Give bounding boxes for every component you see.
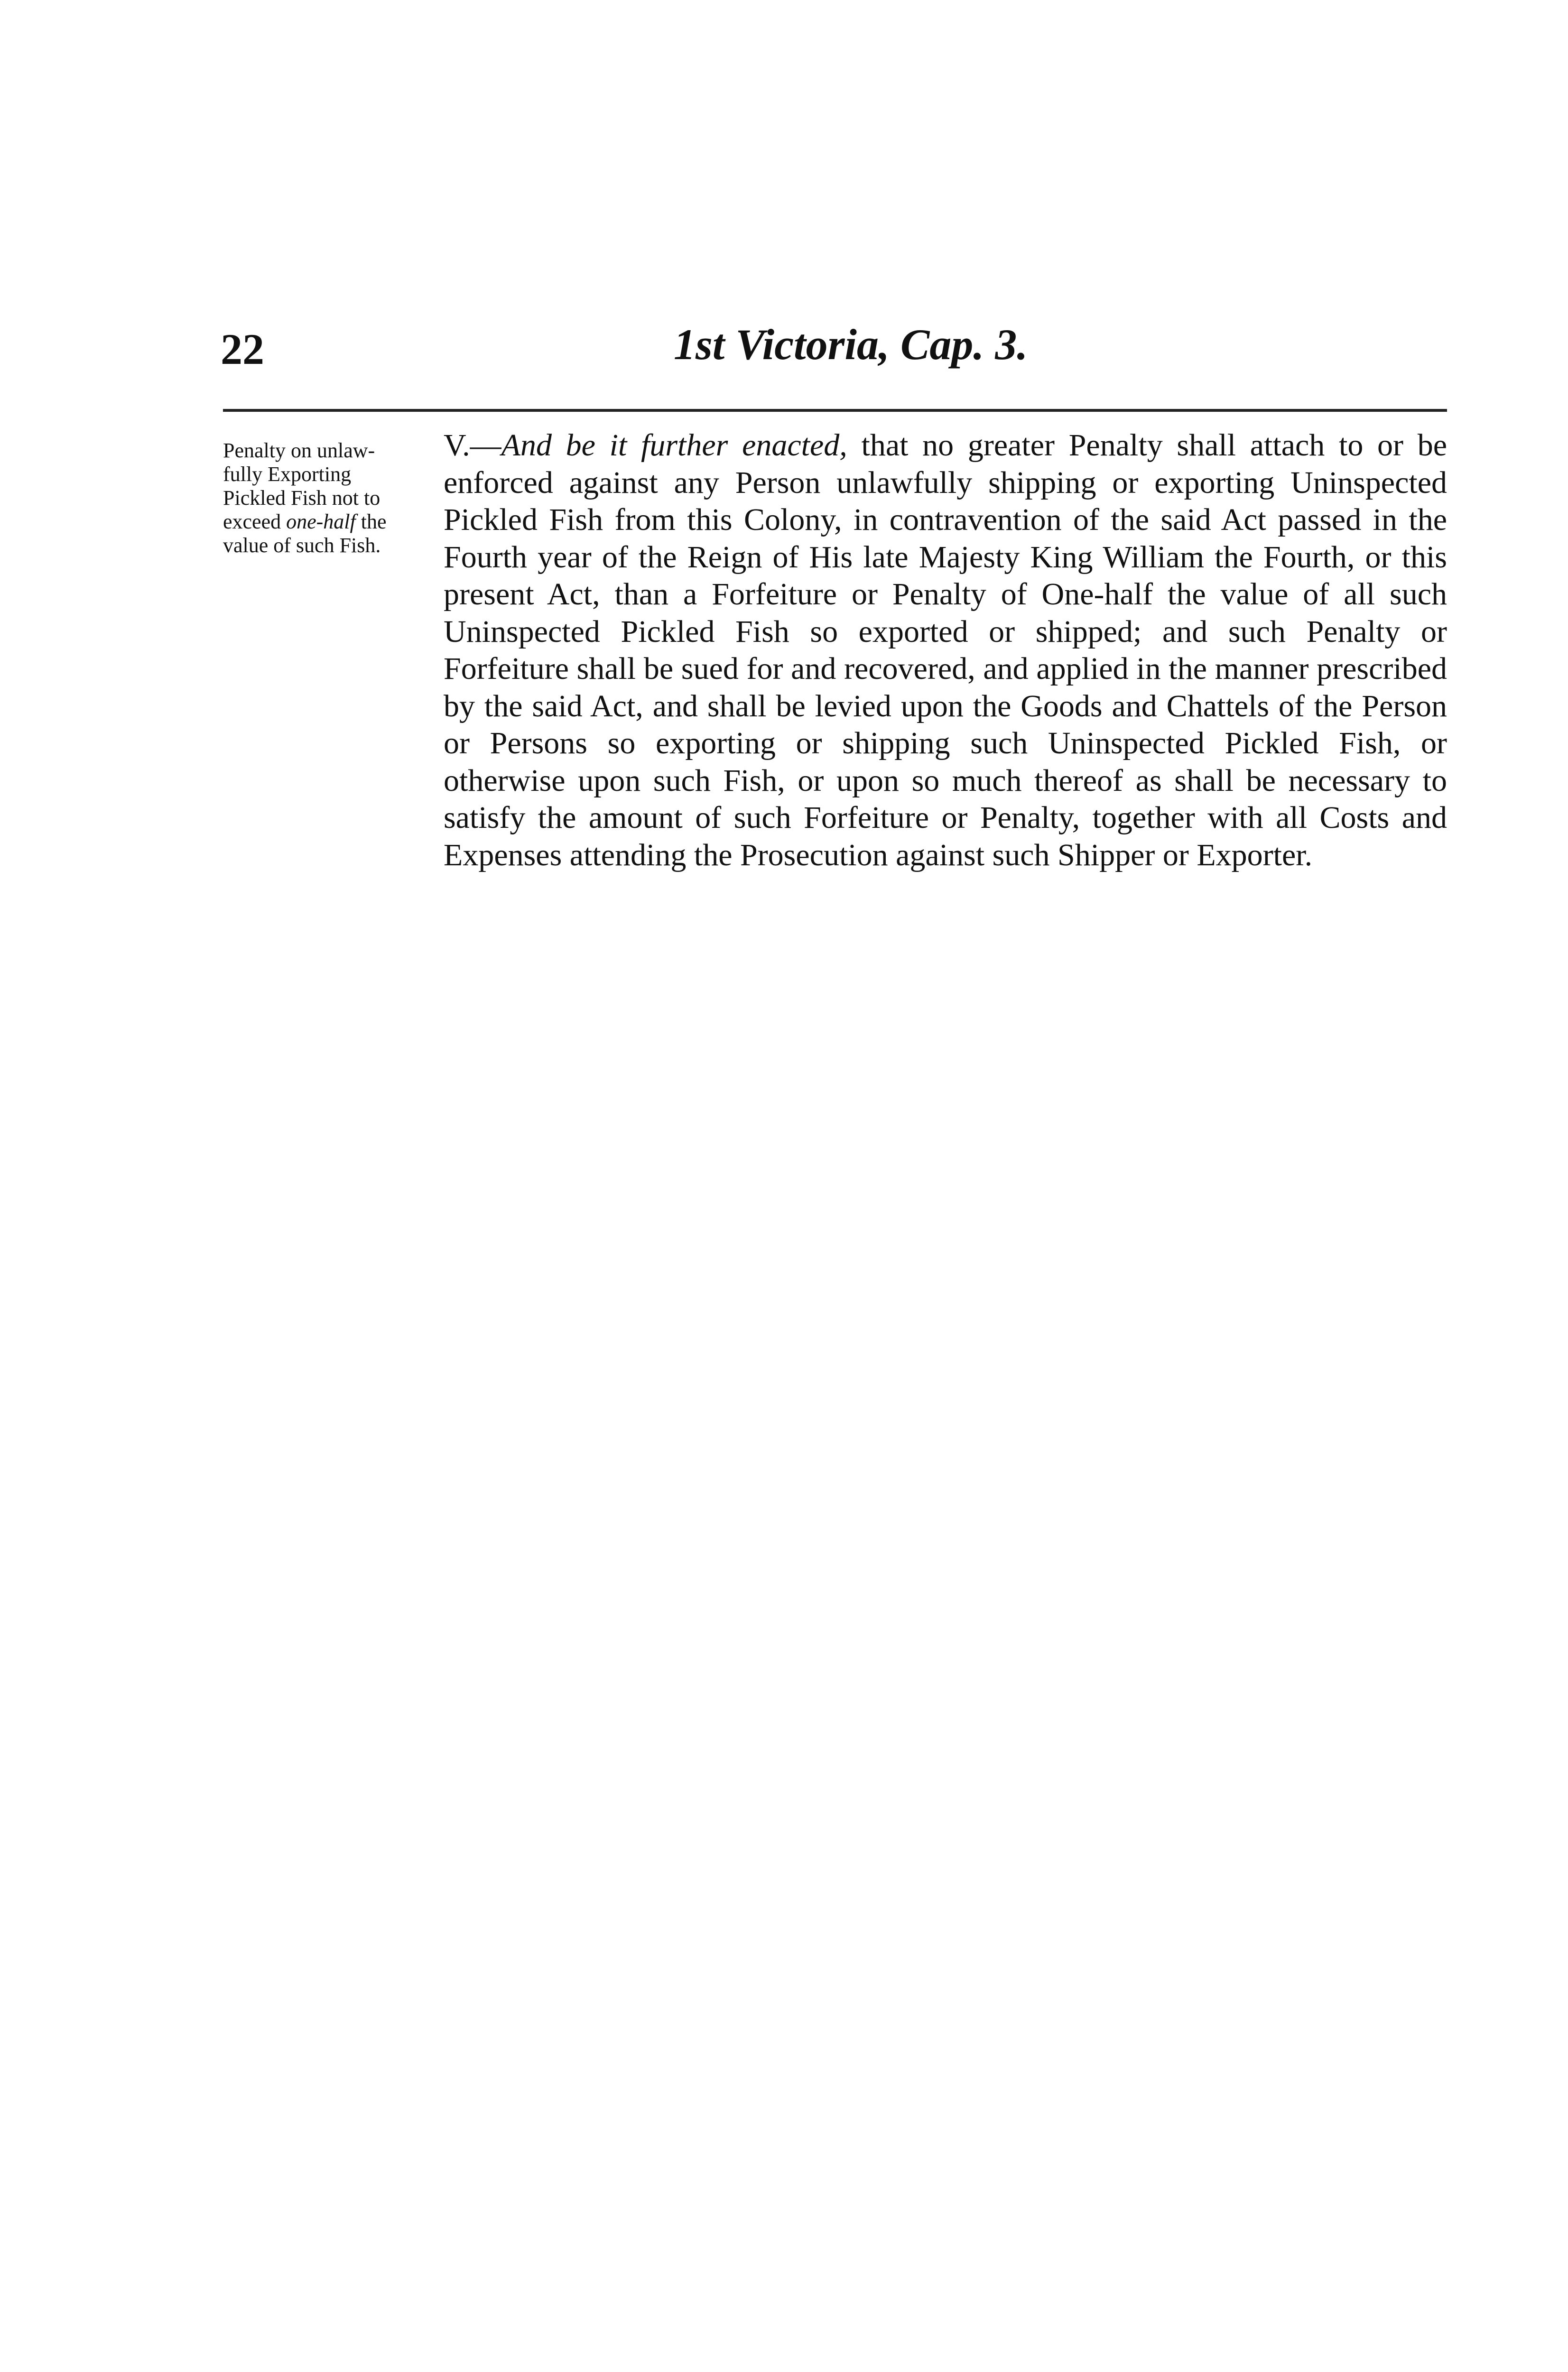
header-rule bbox=[223, 409, 1447, 412]
marginal-note-line: fully Exporting bbox=[223, 463, 352, 486]
marginal-note-line: Penalty on unlaw- bbox=[223, 439, 375, 462]
marginal-note-text: the bbox=[355, 510, 387, 533]
marginal-note-emphasis: one-half bbox=[286, 510, 356, 533]
page-number: 22 bbox=[221, 325, 264, 373]
marginal-note-line: value of such Fish. bbox=[223, 534, 381, 557]
running-head-title: Victoria, bbox=[735, 320, 890, 369]
section-paragraph bbox=[444, 427, 1447, 874]
section-dash: — bbox=[470, 428, 501, 463]
running-head-ordinal: 1st bbox=[674, 320, 725, 369]
marginal-note-line: Pickled Fish not to bbox=[223, 486, 380, 510]
running-head bbox=[674, 320, 1028, 369]
marginal-note-line bbox=[223, 510, 432, 534]
running-head-chapter: Cap. 3. bbox=[900, 320, 1028, 369]
marginal-note-text: exceed bbox=[223, 510, 287, 533]
section-text: that no greater Penalty shall attach to or be enforced against any Person unlawfully shipping or exporting Uninspected Pickled Fish from this Colony, in contravention of the said Act passed in the Fourth year of the Reign of His late Majesty King William the Fourth, or this present Act, than a Forfeiture or Penalty of One-half the value of all such Uninspected Pickled Fish so exported or shipped; and such Penalty or Forfeiture shall be sued for and recovered, and applied in the manner prescribed by the said Act, and shall be levied upon the Goods and Chattels of the Person or Persons so exporting or shipping such Uninspected Pickled Fish, or otherwise upon such Fish, or upon so much thereof as shall be necessary to satisfy the amount of such Forfeiture or Penalty, together with all Costs and Expenses attending the Prosecution against such Shipper or Exporter. bbox=[444, 428, 1447, 872]
marginal-note bbox=[223, 439, 432, 557]
enacting-words: And be it further enacted, bbox=[501, 428, 847, 463]
section-number: V. bbox=[444, 428, 470, 463]
